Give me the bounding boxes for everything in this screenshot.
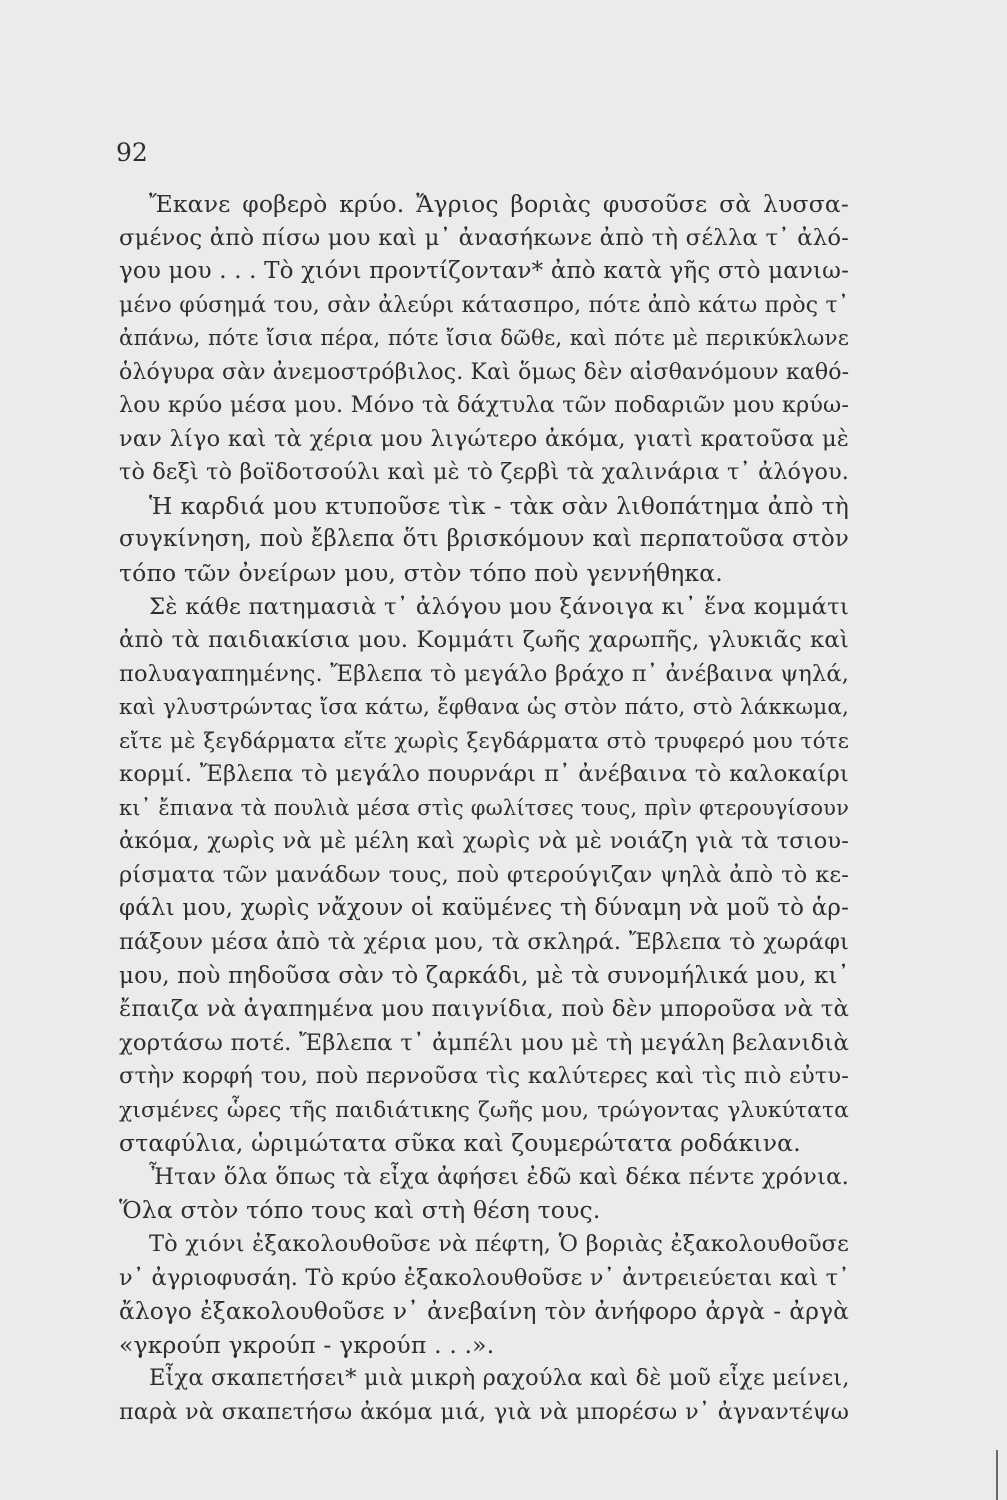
text-line: τὸ δεξὶ τὸ βοϊδοτσούλι καὶ μὲ τὸ ζερβὶ τὰ χαλινάρια τ᾽ ἀλόγου. xyxy=(119,459,849,486)
text-line: Ἡ καρδιά μου κτυποῦσε τὶκ - τὰκ σὰν λιθοπάτημα ἀπὸ τὴ xyxy=(149,491,849,520)
text-line: ρίσματα τῶν μανάδων τους, ποὺ φτερούγιζαν ψηλὰ ἀπὸ τὸ κε- xyxy=(119,861,849,888)
text-line: σμένος ἀπὸ πίσω μου καὶ μ᾽ ἀνασήκωνε ἀπὸ τὴ σέλλα τ᾽ ἀλό- xyxy=(119,224,849,251)
text-line: μένο φύσημά του, σὰν ἀλεύρι κάτασπρο, πότε ἀπὸ κάτω πρὸς τ᾽ xyxy=(119,292,849,318)
text-line: εἴτε μὲ ξεγδάρματα εἴτε χωρὶς ξεγδάρματα στὸ τρυφερό μου τότε xyxy=(119,728,849,754)
text-line: χορτάσω ποτέ. Ἔβλεπα τ᾽ ἀμπέλι μου μὲ τὴ μεγάλη βελανιδιὰ xyxy=(119,1029,849,1056)
text-line: ὁλόγυρα σὰν ἀνεμοστρόβιλος. Καὶ ὅμως δὲν αἰσθανόμουν καθό- xyxy=(119,359,850,385)
text-line: Ἔκανε φοβερὸ κρύο. Ἄγριος βοριὰς φυσοῦσε σὰ λυσσα- xyxy=(149,190,849,218)
text-line: ἄλογο ἐξακολουθοῦσε ν᾽ ἀνεβαίνη τὸν ἀνήφορο ἀργὰ - ἀργὰ xyxy=(119,1298,849,1326)
text-line: λου κρύο μέσα μου. Μόνο τὰ δάχτυλα τῶν ποδαριῶν μου κρύω- xyxy=(119,392,849,419)
text-line: ἀπάνω, πότε ἴσια πέρα, πότε ἴσια δῶθε, καὶ πότε μὲ περικύκλωνε xyxy=(119,326,849,352)
text-line: ἀκόμα, χωρὶς νὰ μὲ μέλη καὶ χωρὶς νὰ μὲ νοιάζη γιὰ τὰ τσιου- xyxy=(119,828,849,855)
text-line: σταφύλια, ὡριμώτατα σῦκα καὶ ζουμερώτατα ροδάκινα. xyxy=(119,1129,801,1158)
page-number: 92 xyxy=(116,138,148,167)
text-line: συγκίνηση, ποὺ ἔβλεπα ὅτι βρισκόμουν καὶ περπατοῦσα στὸν xyxy=(119,526,849,553)
text-line: Εἶχα σκαπετήσει* μιὰ μικρὴ ραχούλα καὶ δὲ μοῦ εἶχε μείνει, xyxy=(149,1365,850,1392)
text-line: κορμί. Ἔβλεπα τὸ μεγάλο πουρνάρι π᾽ ἀνέβαινα τὸ καλοκαίρι xyxy=(119,761,849,788)
text-line: ν᾽ ἀγριοφυσάη. Τὸ κρύο ἐξακολουθοῦσε ν᾽ ἀντρειεύεται καὶ τ᾽ xyxy=(119,1264,850,1291)
text-line: πάξουν μέσα ἀπὸ τὰ χέρια μου, τὰ σκληρά. Ἔβλεπα τὸ χωράφι xyxy=(119,929,849,956)
scan-edge-mark xyxy=(996,1450,998,1500)
text-line: ἀπὸ τὰ παιδιακίσια μου. Κομμάτι ζωῆς χαρωπῆς, γλυκιᾶς καὶ xyxy=(119,627,849,654)
text-line: Σὲ κάθε πατημασιὰ τ᾽ ἀλόγου μου ξάνοιγα κι᾽ ἕνα κομμάτι xyxy=(149,593,849,620)
text-line: φάλι μου, χωρὶς νἄχουν οἱ καϋμένες τὴ δύναμη νὰ μοῦ τὸ ἁρ- xyxy=(119,895,849,922)
text-line: καὶ γλυστρώντας ἴσα κάτω, ἔφθανα ὡς στὸν πάτο, στὸ λάκκωμα, xyxy=(119,695,849,721)
text-line: τόπο τῶν ὀνείρων μου, στὸν τόπο ποὺ γεννήθηκα. xyxy=(119,559,723,588)
text-line: στὴν κορφή του, ποὺ περνοῦσα τὶς καλύτερες καὶ τὶς πιὸ εὐτυ- xyxy=(119,1063,849,1090)
text-line: παρὰ νὰ σκαπετήσω ἀκόμα μιά, γιὰ νὰ μπορέσω ν᾽ ἀγναντέψω xyxy=(119,1398,849,1425)
text-line: «γκρούπ γκρούπ - γκρούπ . . .». xyxy=(119,1330,495,1359)
text-line: κι᾽ ἔπιανα τὰ πουλιὰ μέσα στὶς φωλίτσες τους, πρὶν φτερουγίσουν xyxy=(119,795,849,820)
text-line: μου, ποὺ πηδοῦσα σὰν τὸ ζαρκάδι, μὲ τὰ συνομήλικά μου, κι᾽ xyxy=(119,962,850,989)
text-line: Ὅλα στὸν τόπο τους καὶ στὴ θέση τους. xyxy=(119,1196,601,1225)
text-line: πολυαγαπημένης. Ἔβλεπα τὸ μεγάλο βράχο π᾽ ἀνέβαινα ψηλά, xyxy=(119,660,849,687)
body-text xyxy=(119,188,849,1429)
text-line: ἔπαιζα νὰ ἀγαπημένα μου παιγνίδια, ποὺ δὲν μποροῦσα νὰ τὰ xyxy=(119,996,849,1023)
text-line: Ἦταν ὅλα ὅπως τὰ εἶχα ἀφήσει ἐδῶ καὶ δέκα πέντε χρόνια. xyxy=(149,1163,849,1190)
text-line: γου μου . . . Τὸ χιόνι προντίζονταν* ἀπὸ κατὰ γῆς στὸ μανιω- xyxy=(119,258,849,285)
text-line: χισμένες ὧρες τῆς παιδιάτικης ζωῆς μου, τρώγοντας γλυκύτατα xyxy=(119,1097,849,1123)
text-line: Τὸ χιόνι ἐξακολουθοῦσε νὰ πέφτη, Ὁ βοριὰς ἐξακολουθοῦσε xyxy=(149,1230,849,1257)
text-line: ναν λίγο καὶ τὰ χέρια μου λιγώτερο ἀκόμα, γιατὶ κρατοῦσα μὲ xyxy=(119,425,849,452)
